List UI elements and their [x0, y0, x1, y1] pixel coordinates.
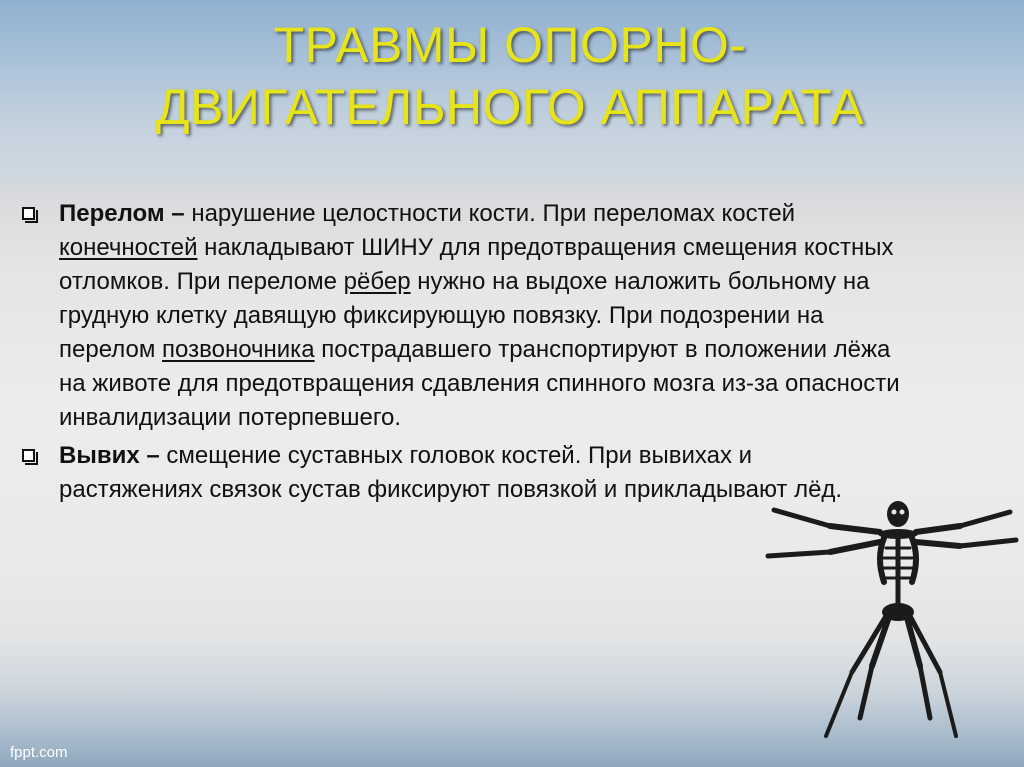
bullet-fracture-dash: – — [164, 200, 192, 227]
bullet-dislocation-term: Вывих — [59, 442, 140, 469]
bullet-fracture-text-1: нарушение целостности кости. При переломах костей — [191, 200, 796, 227]
underlined-limbs: конечностей — [59, 234, 198, 261]
underlined-spine: позвоночника — [162, 336, 315, 363]
checkbox-bullet-icon — [22, 207, 35, 220]
bullet-fracture-text-4: пострадавшего транспортируют в положении лёжа на животе для предотвращения сдавления спинного мозга из-за опасности инвалидизации потерпевшего. — [59, 336, 900, 431]
bullet-fracture-text-3: нужно на выдохе наложить больному на грудную клетку давящую фиксирующую повязку. При подозрении на перелом — [59, 268, 870, 363]
slide-title — [60, 14, 960, 138]
bullet-fracture-text — [59, 197, 900, 435]
bullet-fracture — [20, 197, 900, 435]
skeleton-icon — [760, 496, 1024, 746]
bullet-dislocation-dash: – — [139, 442, 167, 469]
slide-title-line-1: ТРАВМЫ ОПОРНО- — [273, 17, 747, 73]
bullet-dislocation-text-1: смещение суставных головок костей. При вывихах и растяжениях связок сустав фиксируют повязкой и прикладывают лёд. — [59, 442, 843, 503]
checkbox-bullet-icon — [22, 449, 35, 462]
underlined-ribs: рёбер — [343, 268, 411, 295]
slide-title-line-2: ДВИГАТЕЛЬНОГО АППАРАТА — [155, 79, 865, 135]
bullet-fracture-term: Перелом — [59, 200, 165, 227]
footer-watermark: fppt.com — [10, 744, 68, 761]
slide-content — [20, 197, 900, 511]
bullet-fracture-text-2: накладывают ШИНУ для предотвращения смещения костных отломков. При переломе — [59, 234, 894, 295]
